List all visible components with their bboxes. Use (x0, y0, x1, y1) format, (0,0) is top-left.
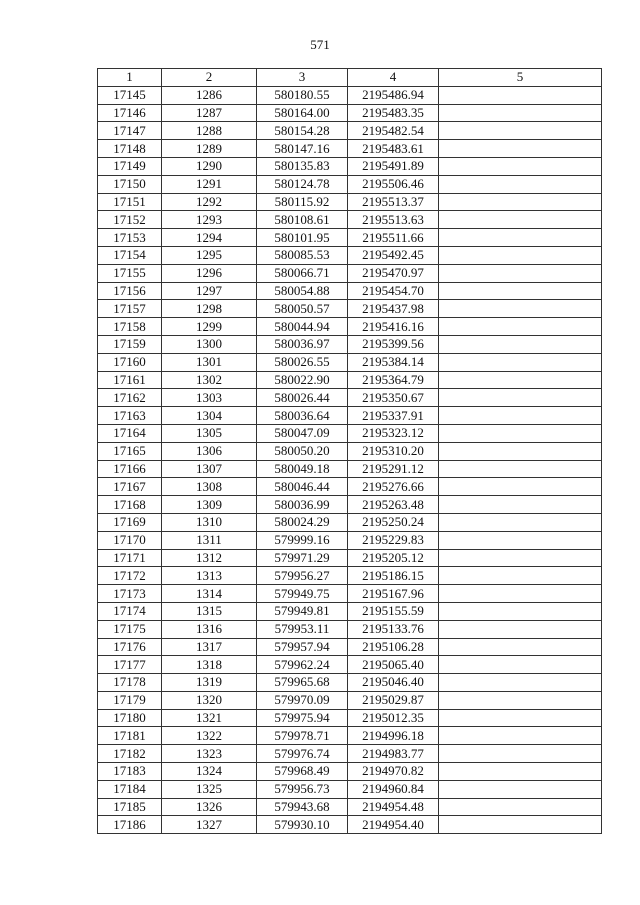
y-coordinate-cell: 2195470.97 (348, 264, 439, 282)
x-coordinate-cell: 580036.97 (257, 335, 348, 353)
table-row (98, 229, 602, 247)
y-coordinate-cell: 2195384.14 (348, 353, 439, 371)
point-number-cell: 17182 (98, 745, 162, 763)
y-coordinate-cell: 2195416.16 (348, 318, 439, 336)
table-row (98, 86, 602, 104)
point-number-cell: 17173 (98, 585, 162, 603)
index-cell: 1292 (162, 193, 257, 211)
index-cell: 1324 (162, 763, 257, 781)
note-cell (439, 122, 602, 140)
point-number-cell: 17174 (98, 602, 162, 620)
point-number-cell: 17162 (98, 389, 162, 407)
table-row (98, 691, 602, 709)
table-row (98, 602, 602, 620)
table-row (98, 656, 602, 674)
point-number-cell: 17184 (98, 780, 162, 798)
y-coordinate-cell: 2195486.94 (348, 86, 439, 104)
note-cell (439, 709, 602, 727)
point-number-cell: 17148 (98, 140, 162, 158)
note-cell (439, 318, 602, 336)
table-row (98, 300, 602, 318)
y-coordinate-cell: 2195492.45 (348, 246, 439, 264)
index-cell: 1288 (162, 122, 257, 140)
index-cell: 1311 (162, 531, 257, 549)
note-cell (439, 727, 602, 745)
y-coordinate-cell: 2195276.66 (348, 478, 439, 496)
index-cell: 1302 (162, 371, 257, 389)
note-cell (439, 86, 602, 104)
y-coordinate-cell: 2195364.79 (348, 371, 439, 389)
y-coordinate-cell: 2195133.76 (348, 620, 439, 638)
y-coordinate-cell: 2195229.83 (348, 531, 439, 549)
note-cell (439, 531, 602, 549)
column-header-5: 5 (439, 69, 602, 87)
index-cell: 1317 (162, 638, 257, 656)
y-coordinate-cell: 2195483.61 (348, 140, 439, 158)
x-coordinate-cell: 579956.73 (257, 780, 348, 798)
index-cell: 1298 (162, 300, 257, 318)
table-row (98, 211, 602, 229)
index-cell: 1304 (162, 407, 257, 425)
table-row (98, 246, 602, 264)
table-row (98, 122, 602, 140)
index-cell: 1310 (162, 513, 257, 531)
page-number: 571 (310, 37, 330, 52)
table-row (98, 816, 602, 834)
y-coordinate-cell: 2195291.12 (348, 460, 439, 478)
x-coordinate-cell: 579930.10 (257, 816, 348, 834)
point-number-cell: 17155 (98, 264, 162, 282)
table-row (98, 318, 602, 336)
y-coordinate-cell: 2194970.82 (348, 763, 439, 781)
table-row (98, 389, 602, 407)
index-cell: 1325 (162, 780, 257, 798)
point-number-cell: 17165 (98, 442, 162, 460)
x-coordinate-cell: 580154.28 (257, 122, 348, 140)
y-coordinate-cell: 2194954.48 (348, 798, 439, 816)
index-cell: 1318 (162, 656, 257, 674)
table-row (98, 531, 602, 549)
point-number-cell: 17150 (98, 175, 162, 193)
y-coordinate-cell: 2195029.87 (348, 691, 439, 709)
point-number-cell: 17145 (98, 86, 162, 104)
index-cell: 1296 (162, 264, 257, 282)
point-number-cell: 17186 (98, 816, 162, 834)
y-coordinate-cell: 2195337.91 (348, 407, 439, 425)
note-cell (439, 674, 602, 692)
table-row (98, 620, 602, 638)
note-cell (439, 638, 602, 656)
index-cell: 1290 (162, 157, 257, 175)
note-cell (439, 745, 602, 763)
table-row (98, 371, 602, 389)
index-cell: 1314 (162, 585, 257, 603)
x-coordinate-cell: 580180.55 (257, 86, 348, 104)
x-coordinate-cell: 580108.61 (257, 211, 348, 229)
table-row (98, 460, 602, 478)
note-cell (439, 282, 602, 300)
table-row (98, 282, 602, 300)
y-coordinate-cell: 2195310.20 (348, 442, 439, 460)
point-number-cell: 17159 (98, 335, 162, 353)
point-number-cell: 17167 (98, 478, 162, 496)
index-cell: 1291 (162, 175, 257, 193)
point-number-cell: 17183 (98, 763, 162, 781)
y-coordinate-cell: 2194983.77 (348, 745, 439, 763)
note-cell (439, 691, 602, 709)
x-coordinate-cell: 580050.57 (257, 300, 348, 318)
point-number-cell: 17166 (98, 460, 162, 478)
point-number-cell: 17158 (98, 318, 162, 336)
table-row (98, 442, 602, 460)
y-coordinate-cell: 2195155.59 (348, 602, 439, 620)
note-cell (439, 798, 602, 816)
point-number-cell: 17176 (98, 638, 162, 656)
x-coordinate-cell: 579999.16 (257, 531, 348, 549)
point-number-cell: 17161 (98, 371, 162, 389)
x-coordinate-cell: 579970.09 (257, 691, 348, 709)
point-number-cell: 17177 (98, 656, 162, 674)
y-coordinate-cell: 2194960.84 (348, 780, 439, 798)
x-coordinate-cell: 579956.27 (257, 567, 348, 585)
index-cell: 1316 (162, 620, 257, 638)
x-coordinate-cell: 580124.78 (257, 175, 348, 193)
index-cell: 1305 (162, 424, 257, 442)
note-cell (439, 602, 602, 620)
point-number-cell: 17153 (98, 229, 162, 247)
note-cell (439, 763, 602, 781)
point-number-cell: 17146 (98, 104, 162, 122)
x-coordinate-cell: 579962.24 (257, 656, 348, 674)
index-cell: 1315 (162, 602, 257, 620)
table-row (98, 353, 602, 371)
index-cell: 1326 (162, 798, 257, 816)
index-cell: 1308 (162, 478, 257, 496)
table-row (98, 140, 602, 158)
table-row (98, 638, 602, 656)
note-cell (439, 620, 602, 638)
table-header-row (98, 69, 602, 87)
point-number-cell: 17172 (98, 567, 162, 585)
coordinates-table (97, 68, 602, 834)
y-coordinate-cell: 2195186.15 (348, 567, 439, 585)
x-coordinate-cell: 580101.95 (257, 229, 348, 247)
x-coordinate-cell: 580036.64 (257, 407, 348, 425)
note-cell (439, 193, 602, 211)
y-coordinate-cell: 2195263.48 (348, 496, 439, 514)
y-coordinate-cell: 2195167.96 (348, 585, 439, 603)
y-coordinate-cell: 2195399.56 (348, 335, 439, 353)
x-coordinate-cell: 580044.94 (257, 318, 348, 336)
note-cell (439, 478, 602, 496)
index-cell: 1295 (162, 246, 257, 264)
x-coordinate-cell: 580046.44 (257, 478, 348, 496)
table-row (98, 478, 602, 496)
column-header-4: 4 (348, 69, 439, 87)
x-coordinate-cell: 580026.44 (257, 389, 348, 407)
x-coordinate-cell: 579978.71 (257, 727, 348, 745)
index-cell: 1322 (162, 727, 257, 745)
point-number-cell: 17154 (98, 246, 162, 264)
note-cell (439, 264, 602, 282)
index-cell: 1301 (162, 353, 257, 371)
index-cell: 1307 (162, 460, 257, 478)
index-cell: 1309 (162, 496, 257, 514)
y-coordinate-cell: 2195513.63 (348, 211, 439, 229)
index-cell: 1286 (162, 86, 257, 104)
note-cell (439, 780, 602, 798)
note-cell (439, 496, 602, 514)
column-header-3: 3 (257, 69, 348, 87)
point-number-cell: 17180 (98, 709, 162, 727)
point-number-cell: 17169 (98, 513, 162, 531)
point-number-cell: 17163 (98, 407, 162, 425)
x-coordinate-cell: 579949.81 (257, 602, 348, 620)
point-number-cell: 17149 (98, 157, 162, 175)
note-cell (439, 549, 602, 567)
index-cell: 1289 (162, 140, 257, 158)
x-coordinate-cell: 580066.71 (257, 264, 348, 282)
y-coordinate-cell: 2195482.54 (348, 122, 439, 140)
note-cell (439, 246, 602, 264)
x-coordinate-cell: 579968.49 (257, 763, 348, 781)
table-row (98, 780, 602, 798)
index-cell: 1319 (162, 674, 257, 692)
note-cell (439, 460, 602, 478)
note-cell (439, 656, 602, 674)
index-cell: 1327 (162, 816, 257, 834)
table-row (98, 424, 602, 442)
point-number-cell: 17179 (98, 691, 162, 709)
x-coordinate-cell: 580049.18 (257, 460, 348, 478)
table-row (98, 674, 602, 692)
point-number-cell: 17160 (98, 353, 162, 371)
note-cell (439, 442, 602, 460)
index-cell: 1294 (162, 229, 257, 247)
y-coordinate-cell: 2195483.35 (348, 104, 439, 122)
y-coordinate-cell: 2195205.12 (348, 549, 439, 567)
x-coordinate-cell: 580024.29 (257, 513, 348, 531)
table-row (98, 745, 602, 763)
y-coordinate-cell: 2194954.40 (348, 816, 439, 834)
x-coordinate-cell: 580135.83 (257, 157, 348, 175)
table-row (98, 335, 602, 353)
note-cell (439, 567, 602, 585)
note-cell (439, 229, 602, 247)
note-cell (439, 140, 602, 158)
note-cell (439, 300, 602, 318)
x-coordinate-cell: 580026.55 (257, 353, 348, 371)
x-coordinate-cell: 579975.94 (257, 709, 348, 727)
x-coordinate-cell: 579957.94 (257, 638, 348, 656)
x-coordinate-cell: 579949.75 (257, 585, 348, 603)
y-coordinate-cell: 2195513.37 (348, 193, 439, 211)
x-coordinate-cell: 580047.09 (257, 424, 348, 442)
table-row (98, 407, 602, 425)
point-number-cell: 17170 (98, 531, 162, 549)
column-header-2: 2 (162, 69, 257, 87)
point-number-cell: 17151 (98, 193, 162, 211)
x-coordinate-cell: 579953.11 (257, 620, 348, 638)
table-row (98, 727, 602, 745)
index-cell: 1312 (162, 549, 257, 567)
y-coordinate-cell: 2195012.35 (348, 709, 439, 727)
index-cell: 1321 (162, 709, 257, 727)
index-cell: 1320 (162, 691, 257, 709)
y-coordinate-cell: 2195506.46 (348, 175, 439, 193)
point-number-cell: 17147 (98, 122, 162, 140)
point-number-cell: 17168 (98, 496, 162, 514)
x-coordinate-cell: 580115.92 (257, 193, 348, 211)
index-cell: 1300 (162, 335, 257, 353)
note-cell (439, 513, 602, 531)
note-cell (439, 175, 602, 193)
table-row (98, 193, 602, 211)
point-number-cell: 17178 (98, 674, 162, 692)
table-body (98, 86, 602, 833)
index-cell: 1297 (162, 282, 257, 300)
index-cell: 1313 (162, 567, 257, 585)
table-row (98, 157, 602, 175)
note-cell (439, 816, 602, 834)
column-header-1: 1 (98, 69, 162, 87)
note-cell (439, 335, 602, 353)
table-row (98, 585, 602, 603)
x-coordinate-cell: 580036.99 (257, 496, 348, 514)
note-cell (439, 389, 602, 407)
note-cell (439, 211, 602, 229)
point-number-cell: 17185 (98, 798, 162, 816)
x-coordinate-cell: 580164.00 (257, 104, 348, 122)
table-row (98, 798, 602, 816)
y-coordinate-cell: 2195350.67 (348, 389, 439, 407)
y-coordinate-cell: 2195454.70 (348, 282, 439, 300)
x-coordinate-cell: 580050.20 (257, 442, 348, 460)
table-row (98, 513, 602, 531)
y-coordinate-cell: 2195511.66 (348, 229, 439, 247)
note-cell (439, 407, 602, 425)
y-coordinate-cell: 2195491.89 (348, 157, 439, 175)
table-row (98, 549, 602, 567)
point-number-cell: 17181 (98, 727, 162, 745)
table-row (98, 763, 602, 781)
point-number-cell: 17157 (98, 300, 162, 318)
x-coordinate-cell: 579971.29 (257, 549, 348, 567)
index-cell: 1287 (162, 104, 257, 122)
index-cell: 1299 (162, 318, 257, 336)
index-cell: 1293 (162, 211, 257, 229)
note-cell (439, 424, 602, 442)
x-coordinate-cell: 579943.68 (257, 798, 348, 816)
table-row (98, 496, 602, 514)
x-coordinate-cell: 580022.90 (257, 371, 348, 389)
y-coordinate-cell: 2195323.12 (348, 424, 439, 442)
note-cell (439, 157, 602, 175)
table-row (98, 567, 602, 585)
y-coordinate-cell: 2194996.18 (348, 727, 439, 745)
index-cell: 1323 (162, 745, 257, 763)
note-cell (439, 104, 602, 122)
note-cell (439, 371, 602, 389)
point-number-cell: 17156 (98, 282, 162, 300)
note-cell (439, 585, 602, 603)
x-coordinate-cell: 579976.74 (257, 745, 348, 763)
table-row (98, 709, 602, 727)
y-coordinate-cell: 2195437.98 (348, 300, 439, 318)
index-cell: 1306 (162, 442, 257, 460)
point-number-cell: 17164 (98, 424, 162, 442)
x-coordinate-cell: 580147.16 (257, 140, 348, 158)
index-cell: 1303 (162, 389, 257, 407)
point-number-cell: 17171 (98, 549, 162, 567)
y-coordinate-cell: 2195250.24 (348, 513, 439, 531)
y-coordinate-cell: 2195046.40 (348, 674, 439, 692)
note-cell (439, 353, 602, 371)
x-coordinate-cell: 579965.68 (257, 674, 348, 692)
table-row (98, 264, 602, 282)
x-coordinate-cell: 580054.88 (257, 282, 348, 300)
table-row (98, 175, 602, 193)
y-coordinate-cell: 2195065.40 (348, 656, 439, 674)
point-number-cell: 17152 (98, 211, 162, 229)
y-coordinate-cell: 2195106.28 (348, 638, 439, 656)
table-row (98, 104, 602, 122)
point-number-cell: 17175 (98, 620, 162, 638)
x-coordinate-cell: 580085.53 (257, 246, 348, 264)
